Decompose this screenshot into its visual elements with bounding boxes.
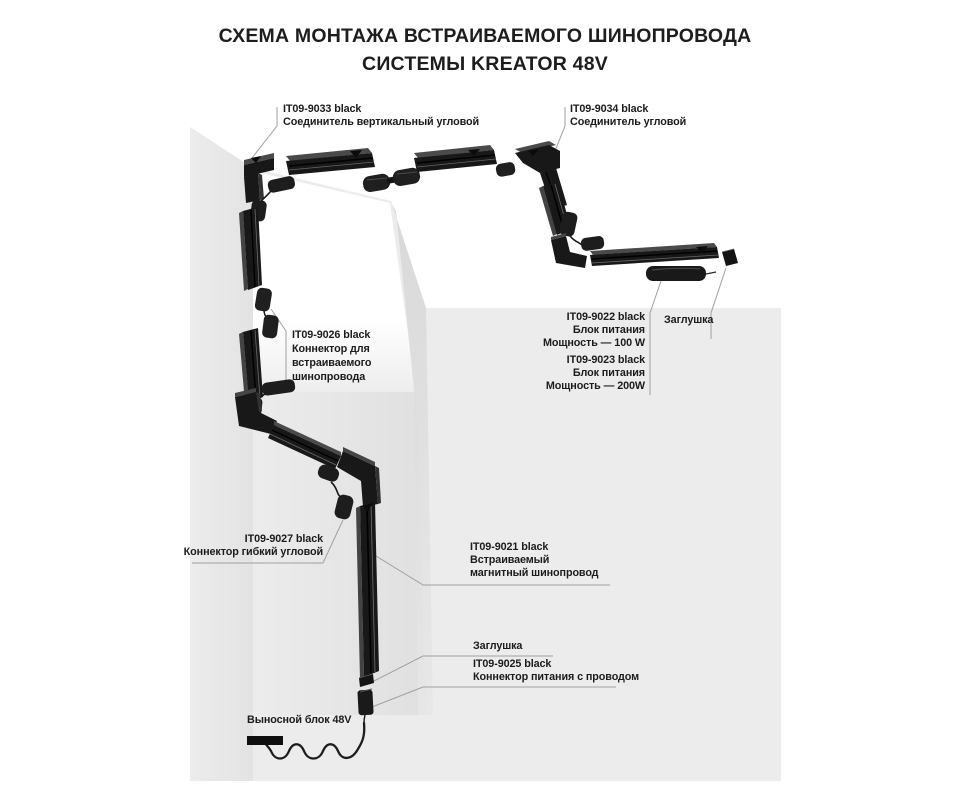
part-desc: Коннектор гибкий угловой <box>183 546 323 558</box>
part-desc: Встраиваемый <box>470 554 550 566</box>
part-code: IT09-9033 black <box>283 103 362 115</box>
label-psu-100 <box>505 311 645 350</box>
label-track-recessed <box>470 541 598 580</box>
track-segment-top-1 <box>286 148 375 175</box>
mini-connector-right <box>495 161 516 177</box>
power-supply-unit <box>646 266 716 281</box>
part-desc: Соединитель вертикальный угловой <box>283 116 480 128</box>
part-desc: Выносной блок 48V <box>247 714 352 726</box>
part-desc: Коннектор для <box>292 343 370 355</box>
page-title <box>0 22 970 78</box>
label-connector-power <box>473 658 639 684</box>
mini-connector-pair-top <box>362 167 421 193</box>
part-code: IT09-9025 black <box>473 658 552 670</box>
part-desc: Заглушка <box>473 640 523 652</box>
track-segment-long-vertical-9021 <box>356 502 379 679</box>
external-power-block <box>247 736 283 745</box>
part-desc: Мощность — 100 W <box>542 337 645 349</box>
part-desc: Заглушка <box>664 314 714 326</box>
track-segment-top-2 <box>414 145 497 172</box>
page-title-line2: СИСТЕМЫ KREATOR 48V <box>362 53 608 75</box>
label-external-block <box>247 714 351 727</box>
part-desc: Соединитель угловой <box>570 116 687 128</box>
part-code: IT09-9034 black <box>570 103 649 115</box>
corner-connector-right-lower <box>551 233 587 268</box>
part-desc: шинопровода <box>292 371 366 383</box>
page-title-line1: СХЕМА МОНТАЖА ВСТРАИВАЕМОГО ШИНОПРОВОДА <box>218 25 752 47</box>
part-desc: магнитный шинопровод <box>470 567 599 579</box>
label-connector-angle <box>570 103 686 129</box>
label-connector-vertical-angle <box>283 103 479 129</box>
label-plug-bottom <box>473 640 522 653</box>
track-segment-bottom-horizontal <box>590 243 719 266</box>
part-desc: встраиваемого <box>292 357 372 369</box>
part-desc: Мощность — 200W <box>545 380 645 392</box>
label-connector-flex <box>183 533 323 559</box>
part-code: IT09-9027 black <box>244 533 323 545</box>
label-plug-right <box>664 314 713 327</box>
label-connector-recessed <box>292 328 371 384</box>
part-desc: Блок питания <box>572 367 645 379</box>
part-desc: Блок питания <box>572 324 645 336</box>
part-code: IT09-9023 black <box>566 354 645 366</box>
part-code: IT09-9026 black <box>292 329 371 341</box>
part-code: IT09-9021 black <box>470 541 549 553</box>
part-desc: Коннектор питания с проводом <box>473 671 640 683</box>
leader-line-9033 <box>252 107 277 158</box>
end-cap-right <box>722 249 738 266</box>
part-code: IT09-9022 black <box>566 311 645 323</box>
label-psu-200 <box>505 354 645 393</box>
